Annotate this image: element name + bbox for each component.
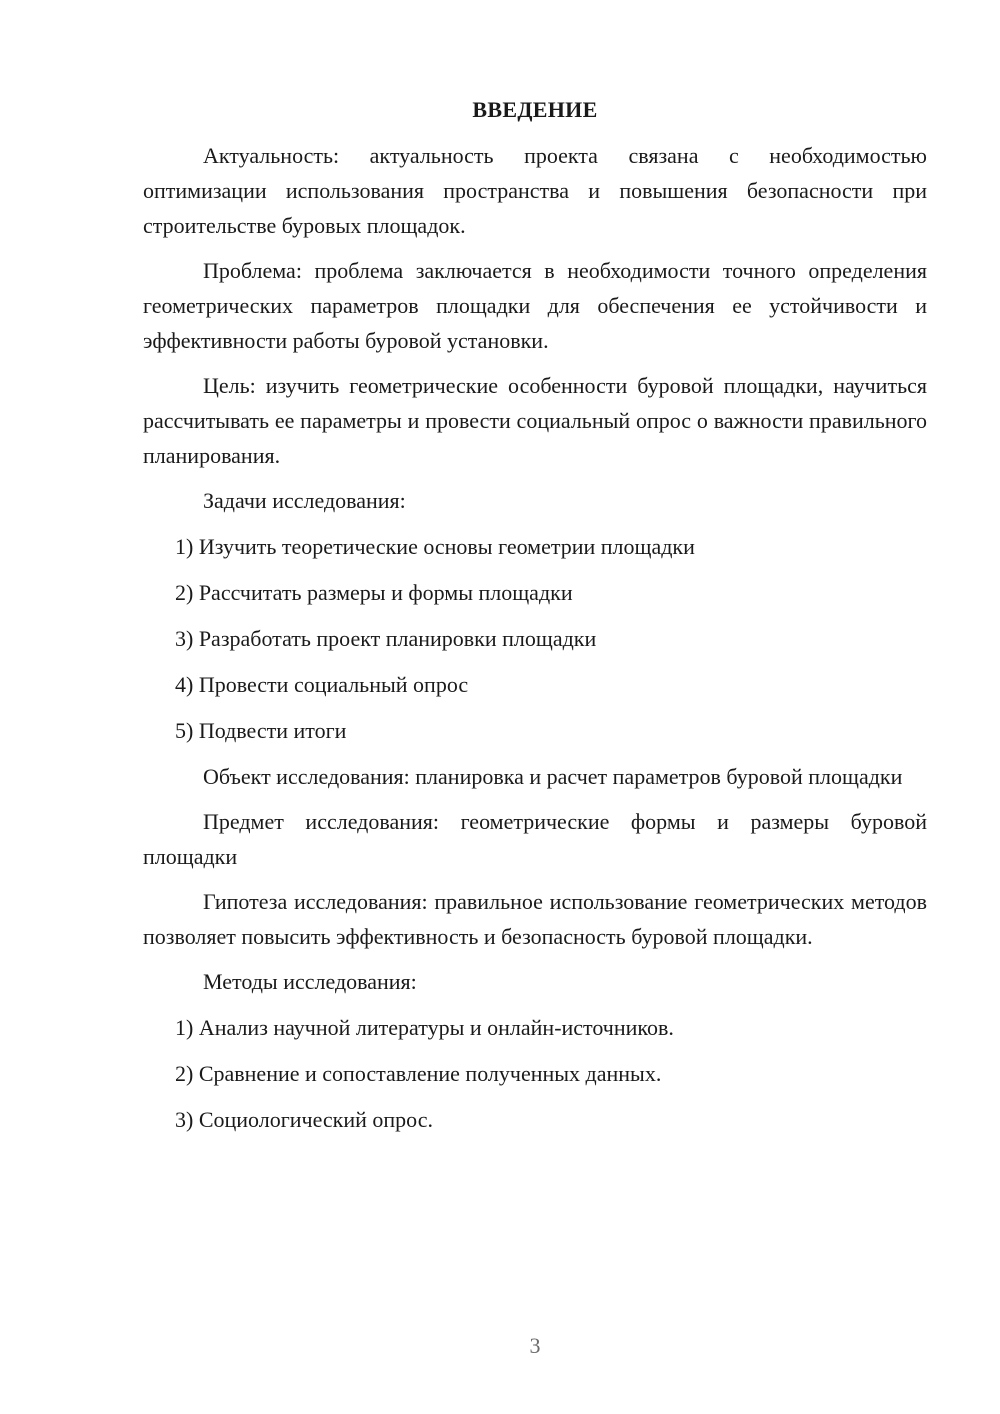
list-item: 4) Провести социальный опрос [175,672,469,697]
document-page [143,92,927,1148]
methods-heading: Методы исследования: [203,969,417,994]
goal-paragraph: Цель: изучить геометрические особенности буровой площадки, научиться рассчитывать ее параметры и провести социальный опрос о важности правильного планирования. [143,373,927,468]
object-paragraph: Объект исследования: планировка и расчет параметров буровой площадки [203,764,903,789]
section-title: ВВЕДЕНИЕ [472,97,598,122]
tasks-heading: Задачи исследования: [203,488,406,513]
list-item: 2) Сравнение и сопоставление полученных данных. [175,1061,662,1086]
list-item: 1) Анализ научной литературы и онлайн-источников. [175,1015,674,1040]
list-item: 5) Подвести итоги [175,718,347,743]
tasks-list [143,529,927,748]
list-item: 3) Разработать проект планировки площадки [175,626,597,651]
subject-paragraph: Предмет исследования: геометрические формы и размеры буровой площадки [143,809,927,869]
methods-list [143,1010,927,1137]
list-item: 1) Изучить теоретические основы геометрии площадки [175,534,695,559]
list-item: 3) Социологический опрос. [175,1107,433,1132]
list-item: 2) Рассчитать размеры и формы площадки [175,580,573,605]
relevance-paragraph: Актуальность: актуальность проекта связана с необходимостью оптимизации использования пространства и повышения безопасности при строительстве буровых площадок. [143,143,927,238]
problem-paragraph: Проблема: проблема заключается в необходимости точного определения геометрических параметров площадки для обеспечения ее устойчивости и эффективности работы буровой установки. [143,258,927,353]
hypothesis-paragraph: Гипотеза исследования: правильное использование геометрических методов позволяет повысить эффективность и безопасность буровой площадки. [143,889,927,949]
page-number: 3 [529,1333,541,1358]
